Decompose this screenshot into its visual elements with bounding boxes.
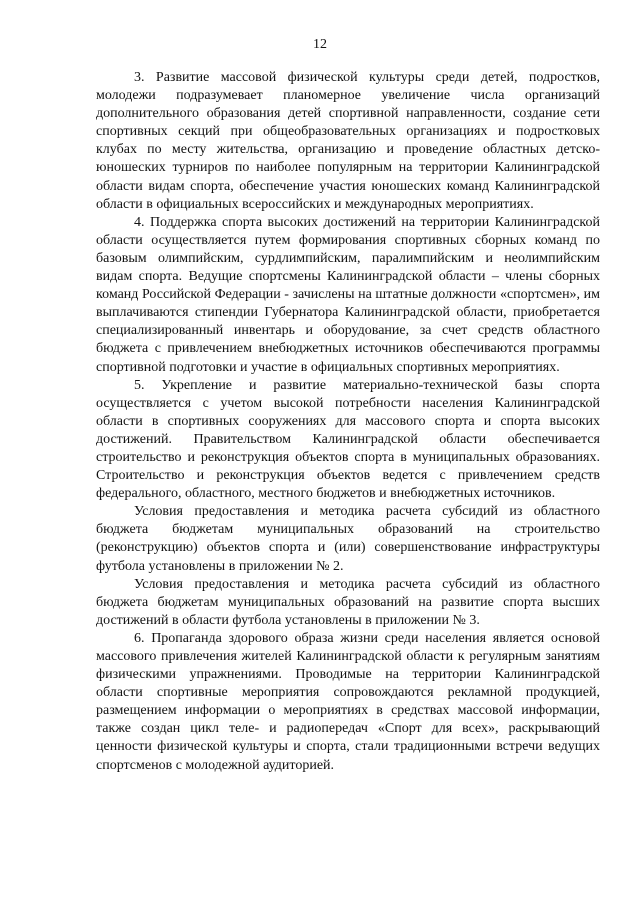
paragraph-sports-infrastructure: 5. Укрепление и развитие материально-технической базы спорта осуществляется с учетом высокой потребности населения Калининградской области в спортивных сооружениях для массового спорта и спорта высоких достижений. Правительством Калининградской области обеспечивается строительство и реконструкция объектов спорта в муниципальных образованиях. Строительство и реконструкция объектов ведется с привлечением средств федерального, областного, местного бюджетов и внебюджетных источников.: [96, 377, 600, 502]
paragraph-subsidy-appendix-2: Условия предоставления и методика расчета субсидий из областного бюджета бюджетам муниципальных образований на строительство (реконструкцию) объектов спорта и (или) совершенствование инфраструктуры футбола установлены в приложении № 2.: [96, 504, 600, 574]
paragraph-mass-sport: 3. Развитие массовой физической культуры среди детей, подростков, молодежи подразумевает планомерное увеличение числа организаций дополнительного образования детей спортивной направленности, создание сети спортивных секций при общеобразовательных организациях и подростковых клубах по месту жительства, организацию и проведение областных детско-юношеских турниров по наиболее популярным на территории Калининградской области видам спорта, обеспечение участия юношеских команд Калининградской области в официальных всероссийских и международных мероприятиях.: [96, 70, 600, 212]
paragraph-high-achievement-sport: 4. Поддержка спорта высоких достижений на территории Калининградской области осуществляется путем формирования спортивных сборных команд по базовым олимпийским, сурдлимпийским, паралимпийским и неолимпийским видам спорта. Ведущие спортсмены Калининградской области – члены сборных команд Российской Федерации - зачислены на штатные должности «спортсмен», им выплачиваются стипендии Губернатора Калининградской области, приобретается специализированный инвентарь и оборудование, за счет средств областного бюджета с привлечением внебюджетных источников обеспечиваются программы спортивной подготовки и участие в официальных спортивных мероприятиях.: [96, 214, 600, 375]
page-number: 12: [313, 37, 327, 52]
paragraph-subsidy-appendix-3: Условия предоставления и методика расчета субсидий из областного бюджета бюджетам муниципальных образований на развитие спорта высших достижений в области футбола установлены в приложении № 3.: [96, 576, 600, 628]
document-body: [96, 69, 600, 775]
paragraph-healthy-lifestyle: 6. Пропаганда здорового образа жизни среди населения является основой массового привлечения жителей Калининградской области к регулярным занятиям физическими упражнениями. Проводимые на территории Калининградской области спортивные мероприятия сопровождаются рекламной продукцией, размещением информации о мероприятиях в средствах массовой информации, также создан цикл теле- и радиопередач «Спорт для всех», раскрывающий ценности физической культуры и спорта, стали традиционными встречи ведущих спортсменов с молодежной аудиторией.: [96, 630, 600, 773]
